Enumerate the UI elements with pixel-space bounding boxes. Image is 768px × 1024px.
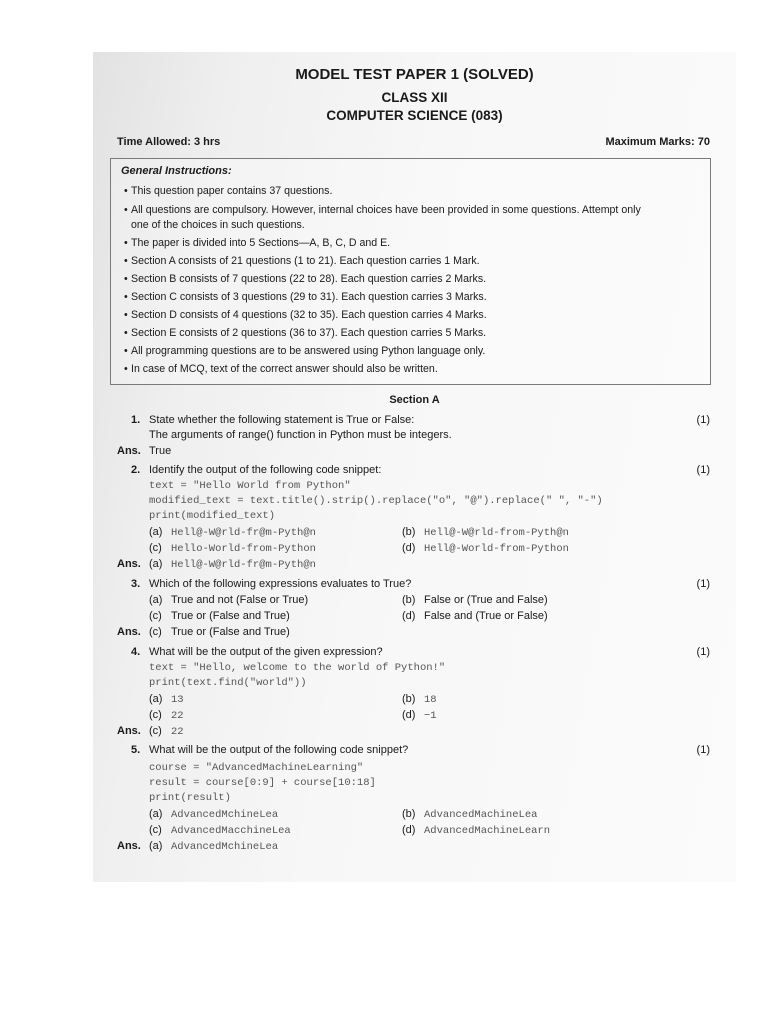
option-c: (c) True or (False and True)	[149, 610, 290, 622]
question-number: 2.	[131, 464, 141, 476]
answer-text: (a) AdvancedMchineLea	[149, 840, 279, 853]
code-line: result = course[0:9] + course[10:18]	[149, 777, 376, 789]
option-d: (d) False and (True or False)	[402, 610, 548, 622]
answer-label: Ans.	[117, 626, 141, 638]
instruction-item: • All programming questions are to be answered using Python language only.	[124, 345, 486, 357]
question-text: State whether the following statement is True or False:	[149, 414, 415, 426]
option-d: (d) Hell@-World-from-Python	[402, 542, 569, 555]
instruction-item: • Section C consists of 3 questions (29 to 31). Each question carries 3 Marks.	[124, 291, 487, 303]
code-line: text = "Hello, welcome to the world of Python!"	[149, 662, 446, 674]
general-instructions-box	[110, 158, 711, 385]
code-line: print(text.find("world"))	[149, 677, 307, 689]
option-c: (c) AdvancedMacchineLea	[149, 824, 291, 837]
option-a: (a) 13	[149, 693, 184, 706]
answer-label: Ans.	[117, 725, 141, 737]
option-b: (b) Hell@-W@rld-from-Pyth@n	[402, 526, 569, 539]
instruction-item: • Section E consists of 2 questions (36 to 37). Each question carries 5 Marks.	[124, 327, 487, 339]
instruction-item-continued: one of the choices in such questions.	[131, 219, 305, 231]
answer-text: True	[149, 445, 172, 457]
answer-label: Ans.	[117, 558, 141, 570]
subject-heading: COMPUTER SCIENCE (083)	[326, 108, 503, 123]
question-text-line2: The arguments of range() function in Python must be integers.	[149, 429, 452, 441]
option-d: (d) −1	[402, 709, 437, 722]
time-allowed: Time Allowed: 3 hrs	[117, 136, 221, 148]
answer-label: Ans.	[117, 840, 141, 852]
option-a: (a) True and not (False or True)	[149, 594, 309, 606]
option-a: (a) Hell@-W@rld-fr@m-Pyth@n	[149, 526, 316, 539]
question-marks: (1)	[696, 578, 710, 590]
question-text: Identify the output of the following code snippet:	[149, 464, 382, 476]
option-c: (c) 22	[149, 709, 184, 722]
code-line: course = "AdvancedMachineLearning"	[149, 762, 364, 774]
section-heading: Section A	[389, 394, 440, 406]
instruction-item: • This question paper contains 37 questions.	[124, 185, 333, 197]
option-b: (b) 18	[402, 693, 437, 706]
question-number: 3.	[131, 578, 141, 590]
question-number: 5.	[131, 744, 141, 756]
code-line: modified_text = text.title().strip().replace("o", "@").replace(" ", "-")	[149, 495, 603, 507]
instruction-item: • In case of MCQ, text of the correct answer should also be written.	[124, 363, 438, 375]
instruction-item: • Section B consists of 7 questions (22 to 28). Each question carries 2 Marks.	[124, 273, 487, 285]
question-marks: (1)	[696, 464, 710, 476]
code-line: print(result)	[149, 792, 231, 804]
answer-text: (a) Hell@-W@rld-fr@m-Pyth@n	[149, 558, 316, 571]
code-line: text = "Hello World from Python"	[149, 480, 351, 492]
question-text: What will be the output of the given expression?	[149, 646, 383, 658]
question-number: 4.	[131, 646, 141, 658]
instruction-item: • The paper is divided into 5 Sections—A, B, C, D and E.	[124, 237, 391, 249]
instruction-item: • Section A consists of 21 questions (1 to 21). Each question carries 1 Mark.	[124, 255, 480, 267]
answer-text: (c) 22	[149, 725, 184, 738]
question-paper-page	[93, 52, 736, 882]
instruction-item: • All questions are compulsory. However, internal choices have been provided in some questions. Attempt only	[124, 204, 641, 216]
paper-title: MODEL TEST PAPER 1 (SOLVED)	[295, 66, 534, 83]
class-heading: CLASS XII	[381, 90, 448, 105]
instruction-item: • Section D consists of 4 questions (32 to 35). Each question carries 4 Marks.	[124, 309, 487, 321]
answer-label: Ans.	[117, 445, 141, 457]
option-d: (d) AdvancedMachineLearn	[402, 824, 551, 837]
code-line: print(modified_text)	[149, 510, 276, 522]
option-b: (b) AdvancedMachineLea	[402, 808, 538, 821]
option-b: (b) False or (True and False)	[402, 594, 548, 606]
question-marks: (1)	[696, 744, 710, 756]
question-marks: (1)	[696, 414, 710, 426]
question-text: Which of the following expressions evaluates to True?	[149, 578, 412, 590]
question-marks: (1)	[696, 646, 710, 658]
maximum-marks: Maximum Marks: 70	[605, 136, 710, 148]
option-c: (c) Hello-World-from-Python	[149, 542, 316, 555]
option-a: (a) AdvancedMchineLea	[149, 808, 279, 821]
question-text: What will be the output of the following code snippet?	[149, 744, 409, 756]
instructions-title: General Instructions:	[121, 165, 232, 177]
question-number: 1.	[131, 414, 141, 426]
answer-text: (c) True or (False and True)	[149, 626, 290, 638]
